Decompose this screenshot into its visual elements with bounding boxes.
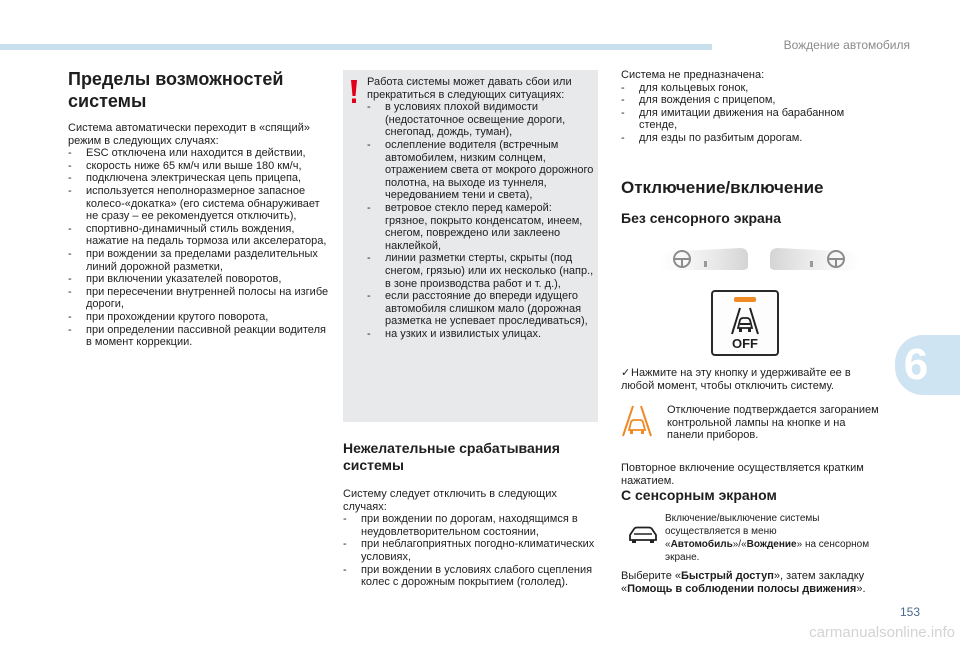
touch-text-c: » на сенсорном экране. bbox=[665, 539, 870, 563]
list-item: - для вождения с прицепом, bbox=[621, 94, 883, 107]
header-bar bbox=[0, 44, 712, 50]
warning-list bbox=[367, 101, 595, 340]
checkmark-icon: ✓ bbox=[621, 367, 631, 379]
press-instruction bbox=[621, 367, 883, 392]
lamp-text: Отключение подтверждается загоранием контрольной лампы на кнопке и на панели приборов. bbox=[667, 404, 879, 442]
warning-box bbox=[343, 70, 598, 422]
list-item: - если расстояние до впереди идущего автомобиля слишком мало (дорожная разметка не успевает проследиваться), bbox=[367, 290, 595, 328]
toggle-title: Отключение/включение bbox=[621, 178, 824, 197]
limits-title: Пределы возможностей системы bbox=[68, 69, 284, 111]
list-item: - ослепление водителя (встречным автомобилем, низким солнцем, отражением света от мокрого дорожного полотна, на выходе из туннеля, чередованием тени и света), bbox=[367, 139, 595, 202]
list-item: - ветровое стекло перед камерой: грязное, покрыто конденсатом, инеем, снегом, повреждено или заклеено наклейкой, bbox=[367, 202, 595, 252]
list-item: - при вождении за пределами разделительных линий дорожной разметки, bbox=[68, 248, 330, 273]
press-text: Нажмите на эту кнопку и удерживайте ее в любой момент, чтобы отключить систему. bbox=[621, 367, 851, 392]
list-item: - при пересечении внутренней полосы на изгибе дороги, bbox=[68, 286, 330, 311]
list-item: - для езды по разбитым дорогам. bbox=[621, 132, 883, 145]
list-item: - линии разметки стерты, скрыты (под снегом, грязью) или их несколько (напр., в зоне производства работ и т. д.), bbox=[367, 252, 595, 290]
no-touchscreen-title: Без сенсорного экрана bbox=[621, 210, 782, 226]
list-item: - в условиях плохой видимости (недостаточное освещение дороги, снегопад, дождь, туман), bbox=[367, 101, 595, 139]
touch-text-b: »/« bbox=[732, 539, 747, 550]
section-title: Вождение автомобиля bbox=[783, 38, 910, 52]
lane-assist-warning-lamp-icon bbox=[620, 404, 654, 438]
list-item: - спортивно-динамичный стиль вождения, нажатие на педаль тормоза или акселератора, bbox=[68, 223, 330, 248]
list-item: - при прохождении крутого поворота, bbox=[68, 311, 330, 324]
warning-exclamation-icon bbox=[349, 80, 359, 104]
warning-intro: Работа системы может давать сбои или прекратиться в следующих ситуациях: bbox=[367, 76, 572, 101]
unwanted-intro: Систему следует отключить в следующих случаях: bbox=[343, 488, 557, 513]
steering-wheel-icon bbox=[660, 244, 860, 272]
lane-assist-icon bbox=[730, 306, 760, 336]
list-item: - при неблагоприятных погодно-климатических условиях, bbox=[343, 538, 601, 563]
select-instruction bbox=[621, 570, 883, 595]
limits-list bbox=[68, 147, 330, 349]
quick-access-label: Быстрый доступ bbox=[681, 570, 774, 582]
limits-column bbox=[68, 68, 330, 349]
off-label: OFF bbox=[732, 336, 758, 351]
limits-intro: Система автоматически переходит в «спящий» режим в следующих случаях: bbox=[68, 122, 310, 147]
touchscreen-title: С сенсорным экраном bbox=[621, 487, 777, 503]
unwanted-section bbox=[343, 440, 601, 589]
touch-text-a: Включение/выключение системы осуществляется в меню « bbox=[665, 513, 820, 550]
chapter-number: 6 bbox=[903, 340, 929, 389]
chapter-tab bbox=[895, 335, 960, 395]
reenable-text: Повторное включение осуществляется кратким нажатием. bbox=[621, 462, 864, 487]
unwanted-title: Нежелательные срабатывания системы bbox=[343, 440, 560, 473]
list-item: - при вождении в условиях слабого сцепления колес с дорожным покрытием (гололед). bbox=[343, 564, 601, 589]
select-text-a: Выберите « bbox=[621, 570, 682, 582]
list-item: - подключена электрическая цепь прицепа, bbox=[68, 172, 330, 185]
menu-driving: Вождение bbox=[746, 539, 797, 550]
list-item: - скорость ниже 65 км/ч или выше 180 км/ч, bbox=[68, 160, 330, 173]
select-text-c: ». bbox=[856, 582, 866, 595]
lane-assist-off-button bbox=[711, 290, 779, 356]
list-item: - на узких и извилистых улицах. bbox=[367, 328, 595, 341]
list-item: - для имитации движения на барабанном стенде, bbox=[621, 107, 883, 132]
menu-vehicle: Автомобиль bbox=[670, 539, 733, 550]
indicator-lamp bbox=[734, 297, 756, 302]
not-intended-intro: Система не предназначена: bbox=[621, 69, 765, 81]
list-item: - для кольцевых гонок, bbox=[621, 82, 883, 95]
touchscreen-text bbox=[665, 512, 880, 564]
watermark: carmanualsonline.info bbox=[809, 624, 955, 641]
lane-keeping-tab-label: Помощь в соблюдении полосы движения bbox=[627, 582, 857, 595]
list-item: - используется неполноразмерное запасное колесо-«докатка» (его система обнаруживает не сразу – ее рекомендуется отключить), bbox=[68, 185, 330, 223]
select-text-b: », затем закладку « bbox=[621, 570, 865, 595]
not-intended-list bbox=[621, 82, 883, 145]
car-icon bbox=[628, 526, 658, 544]
page-number: 153 bbox=[899, 605, 920, 619]
list-item: - при вождении по дорогам, находящимся в неудовлетворительном состоянии, bbox=[343, 513, 601, 538]
list-item: - при определении пассивной реакции водителя в момент коррекции. bbox=[68, 324, 330, 349]
list-item: - при включении указателей поворотов, bbox=[68, 273, 330, 286]
list-item: - ESC отключена или находится в действии, bbox=[68, 147, 330, 160]
not-intended-section bbox=[621, 69, 883, 145]
unwanted-list bbox=[343, 513, 601, 589]
